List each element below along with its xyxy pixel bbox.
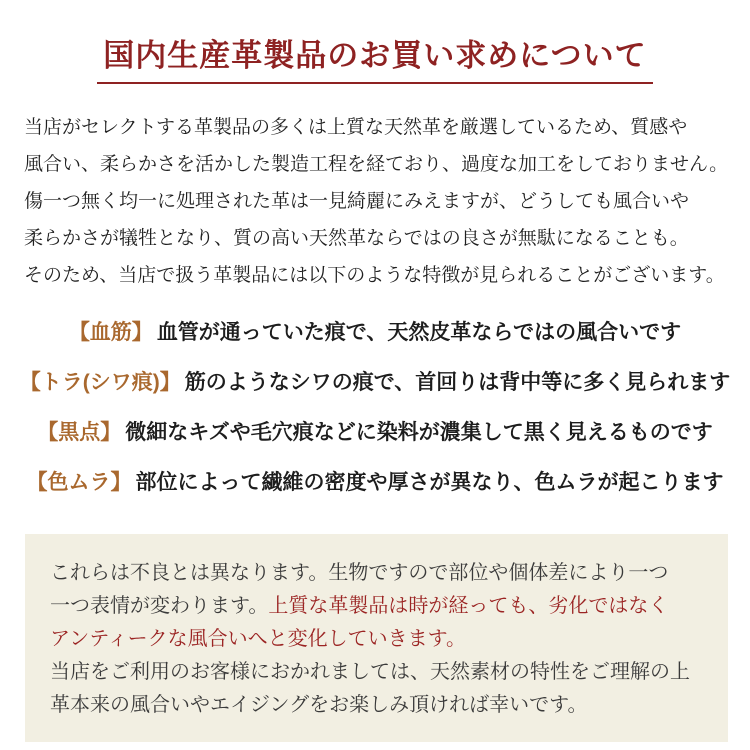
feature-term: 【トラ(シワ痕)】 [19, 371, 181, 394]
notice-box [25, 534, 728, 742]
notice-segment-dark: 一つ表情が変わります。 [50, 595, 269, 617]
notice-line [50, 689, 706, 722]
notice-segment-red: 上質な革製品は時が経っても、劣化ではなく [268, 595, 669, 617]
feature-item [0, 308, 750, 358]
intro-paragraph [24, 109, 732, 294]
intro-line: 傷一つ無く均一に処理された革は一見綺麗にみえますが、どうしても風合いや [24, 191, 690, 212]
feature-desc: 血管が通っていた痕で、天然皮革ならではの風合いです [156, 321, 682, 344]
feature-item [0, 408, 750, 458]
notice-line [50, 590, 706, 623]
notice-segment-dark: 当店をご利用のお客様におかれましては、天然素材の特性をご理解の上 [50, 661, 690, 683]
notice-segment-dark: 革本来の風合いやエイジングをお楽しみ頂ければ幸いです。 [50, 694, 588, 716]
feature-term: 【色ムラ】 [26, 471, 132, 494]
notice-line [50, 623, 706, 656]
feature-desc: 微細なキズや毛穴痕などに染料が濃集して黒く見えるものです [125, 421, 713, 444]
notice-segment-red: アンティークな風合いへと変化していきます。 [50, 628, 466, 650]
notice-line [50, 656, 706, 689]
intro-line: そのため、当店で扱う革製品には以下のような特徴が見られることがございます。 [24, 265, 725, 286]
feature-item [0, 358, 750, 408]
feature-item [0, 458, 750, 508]
intro-line: 柔らかさが犠牲となり、質の高い天然革ならではの良さが無駄になることも。 [24, 228, 689, 249]
page-title: 国内生産革製品のお買い求めについて [97, 30, 652, 84]
feature-term: 【血筋】 [68, 321, 153, 344]
title-section [0, 0, 750, 84]
notice-line [50, 557, 706, 590]
feature-term: 【黒点】 [37, 421, 122, 444]
intro-line: 当店がセレクトする革製品の多くは上質な天然革を厳選しているため、質感や [24, 117, 688, 138]
intro-line: 風合い、柔らかさを活かした製造工程を経ており、過度な加工をしておりません。 [24, 154, 729, 175]
feature-list [0, 308, 750, 508]
feature-desc: 部位によって繊維の密度や厚さが異なり、色ムラが起こります [135, 471, 724, 494]
feature-desc: 筋のようなシワの痕で、首回りは背中等に多く見られます [184, 371, 731, 394]
notice-segment-dark: これらは不良とは異なります。生物ですので部位や個体差により一つ [50, 562, 669, 584]
